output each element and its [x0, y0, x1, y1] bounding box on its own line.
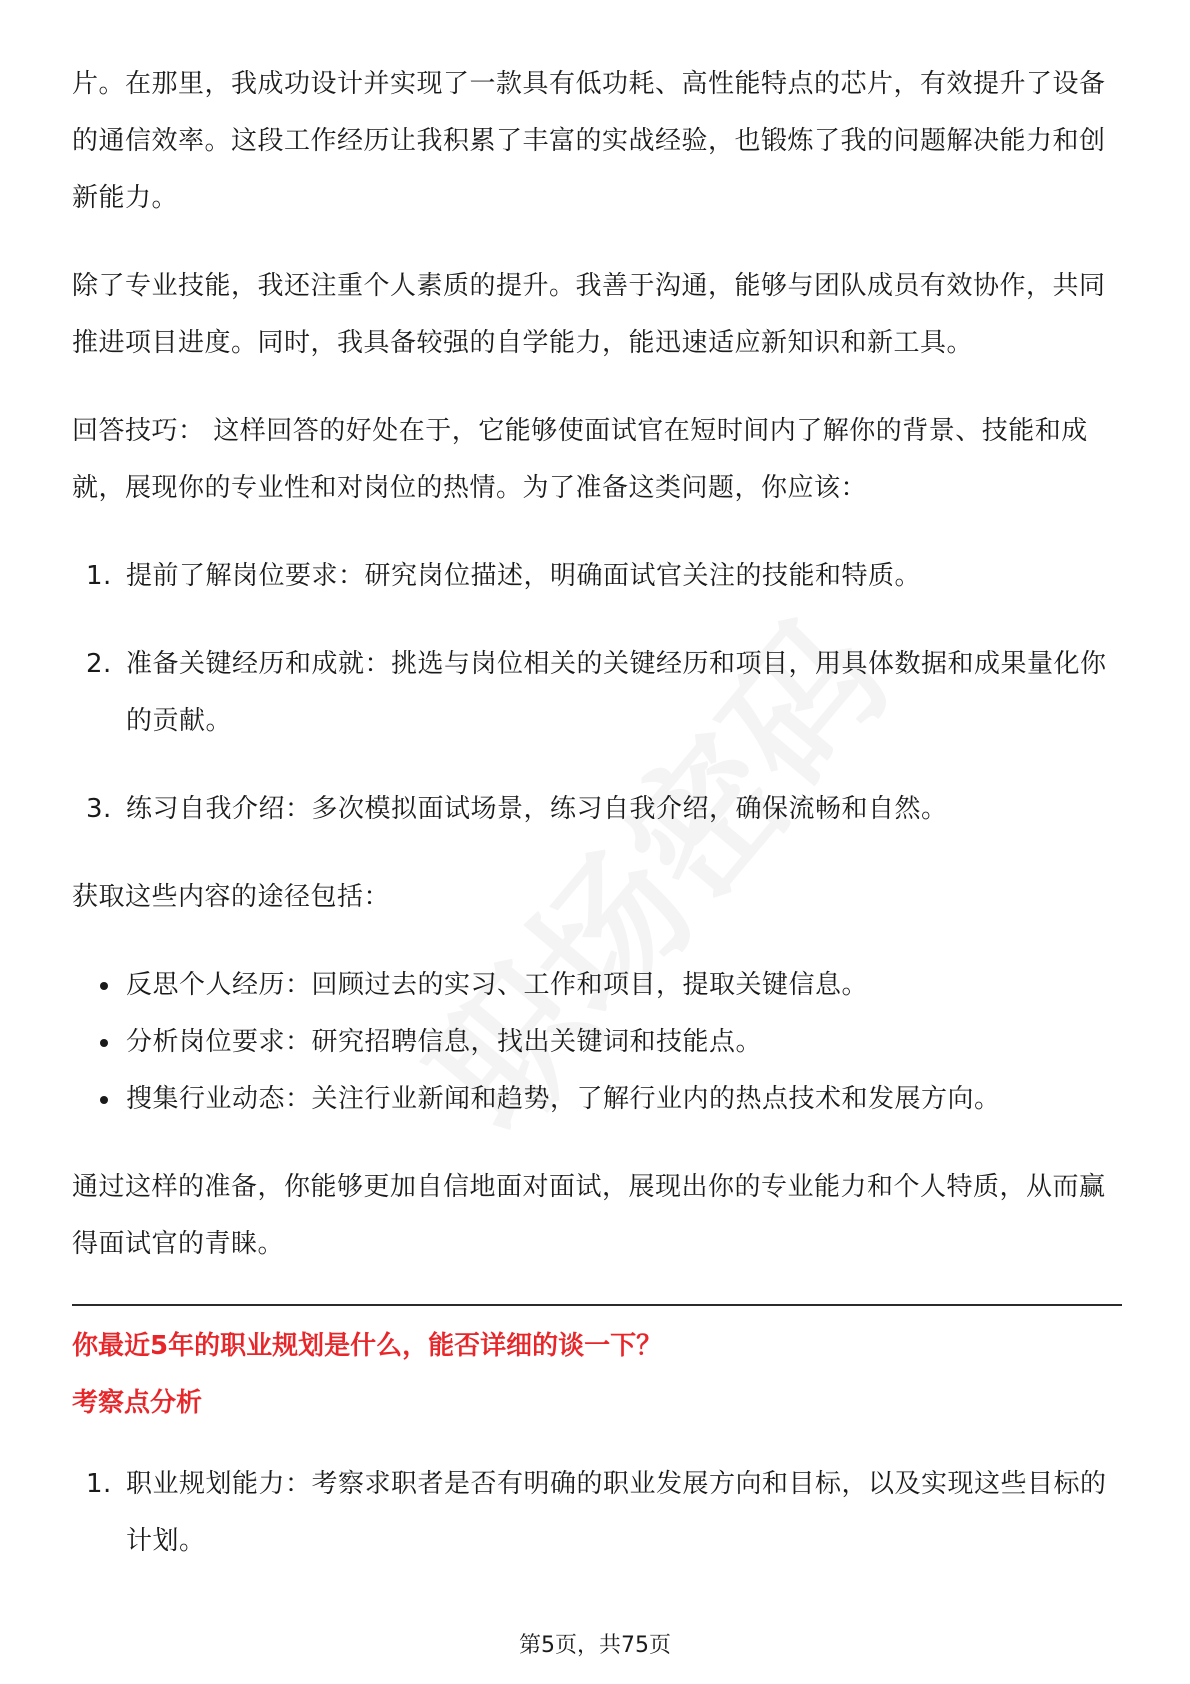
- list-item: [72, 636, 1122, 750]
- page-number-footer: 第5页，共75页: [519, 1633, 671, 1658]
- sources-list: [72, 957, 1122, 1128]
- paragraph-soft-skills: 除了专业技能，我还注重个人素质的提升。我善于沟通，能够与团队成员有效协作，共同推进项目进度。同时，我具备较强的自学能力，能迅速适应新知识和新工具。: [72, 271, 1106, 358]
- section-divider: [72, 1304, 1122, 1306]
- bullet-item-text: 分析岗位要求：研究招聘信息，找出关键词和技能点。: [126, 1027, 763, 1057]
- list-item-text: 准备关键经历和成就：挑选与岗位相关的关键经历和项目，用具体数据和成果量化你的贡献。: [126, 649, 1107, 736]
- list-item-text: 练习自我介绍：多次模拟面试场景，练习自我介绍，确保流畅和自然。: [126, 794, 948, 824]
- bullet-icon: [100, 1039, 108, 1047]
- paragraph-experience: 片。在那里，我成功设计并实现了一款具有低功耗、高性能特点的芯片，有效提升了设备的通信效率。这段工作经历让我积累了丰富的实战经验，也锻炼了我的问题解决能力和创新能力。: [72, 69, 1106, 213]
- bullet-icon: [100, 1096, 108, 1104]
- list-number: 1.: [86, 561, 112, 591]
- prep-steps-list: [72, 548, 1122, 838]
- bullet-item: [72, 1071, 1122, 1128]
- bullet-item-text: 搜集行业动态：关注行业新闻和趋势，了解行业内的热点技术和发展方向。: [126, 1084, 1001, 1114]
- sources-intro: 获取这些内容的途径包括：: [72, 882, 391, 912]
- analysis-heading: 考察点分析: [72, 1388, 203, 1418]
- bullet-item: [72, 957, 1122, 1014]
- list-number: 1.: [86, 1469, 112, 1499]
- bullet-item-text: 反思个人经历：回顾过去的实习、工作和项目，提取关键信息。: [126, 970, 869, 1000]
- list-number: 3.: [86, 794, 112, 824]
- list-number: 2.: [86, 649, 112, 679]
- list-item-text: 职业规划能力：考察求职者是否有明确的职业发展方向和目标，以及实现这些目标的计划。: [126, 1469, 1107, 1556]
- paragraph-conclusion: 通过这样的准备，你能够更加自信地面对面试，展现出你的专业能力和个人特质，从而赢得面试官的青睐。: [72, 1172, 1106, 1259]
- question-heading: 你最近5年的职业规划是什么，能否详细的谈一下？: [72, 1331, 663, 1361]
- analysis-points-list: [72, 1456, 1122, 1570]
- list-item: [72, 781, 1122, 838]
- bullet-item: [72, 1014, 1122, 1071]
- list-item: [72, 1456, 1122, 1570]
- paragraph-answer-tips: 回答技巧： 这样回答的好处在于，它能够使面试官在短时间内了解你的背景、技能和成就，展现你的专业性和对岗位的热情。为了准备这类问题，你应该：: [72, 416, 1088, 503]
- list-item-text: 提前了解岗位要求：研究岗位描述，明确面试官关注的技能和特质。: [126, 561, 922, 591]
- document-body: [72, 56, 1122, 1601]
- list-item: [72, 548, 1122, 605]
- bullet-icon: [100, 982, 108, 990]
